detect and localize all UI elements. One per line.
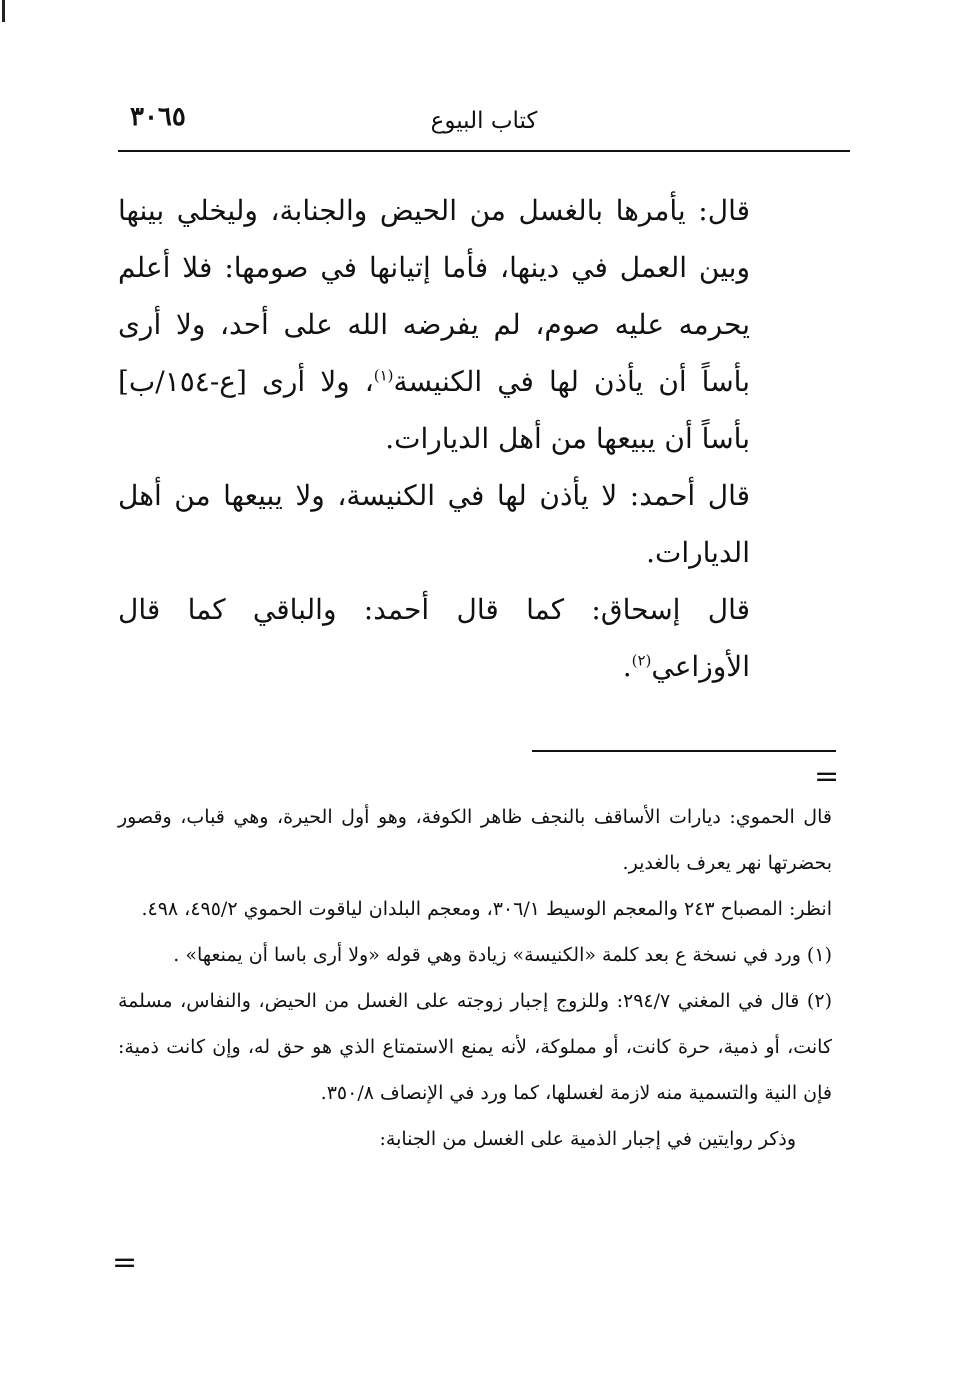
footnote-2: (٢) قال في المغني ٢٩٤/٧: وللزوج إجبار زوجته على الغسل من الحيض، والنفاس، مسلمة كانت، أو ذمية، حرة كانت، أو مملوكة، لأنه يمنع الاستمتاع الذي هو حق له، وإن كانت ذمية: فإن النية والتسمية منه لازمة لغسلها، كما ورد في الإنصاف ٣٥٠/٨. bbox=[118, 990, 832, 1104]
paragraph-1 bbox=[118, 182, 750, 467]
paragraph-1-rest: ، ولا أرى [ع-١٥٤/ب] بأساً أن يبيعها من أهل الديارات. bbox=[118, 365, 750, 455]
page-number: ٣٠٦٥ bbox=[130, 102, 186, 132]
footnote-1: (١) ورد في نسخة ع بعد كلمة «الكنيسة» زيادة وهي قوله «ولا أرى باسا أن يمنعها» . bbox=[173, 944, 832, 966]
running-header bbox=[118, 94, 850, 152]
footnote-2-continuation: وذكر روايتين في إجبار الذمية على الغسل من الجنابة: bbox=[379, 1128, 796, 1150]
footnote-ref-2: (٢) bbox=[631, 651, 652, 670]
continuation-mark-bottom: = bbox=[112, 1245, 138, 1280]
footnote-continuation-2: انظر: المصباح ٢٤٣ والمعجم الوسيط ٣٠٦/١، ومعجم البلدان لياقوت الحموي ٤٩٥/٢، ٤٩٨. bbox=[141, 898, 832, 920]
continuation-mark-top: = bbox=[814, 759, 840, 794]
paragraph-3-end: . bbox=[622, 650, 632, 683]
paragraph-3 bbox=[118, 581, 750, 695]
footnote-ref-1: (١) bbox=[373, 366, 394, 385]
chapter-title: كتاب البيوع bbox=[430, 108, 538, 134]
main-text bbox=[118, 182, 750, 695]
scan-edge-mark bbox=[2, 0, 5, 22]
paragraph-2: قال أحمد: لا يأذن لها في الكنيسة، ولا يبيعها من أهل الديارات. bbox=[118, 479, 750, 569]
paragraph-1-text: قال: يأمرها بالغسل من الحيض والجنابة، وليخلي بينها وبين العمل في دينها، فأما إتيانها في صومها: فلا أعلم يحرمه عليه صوم، لم يفرضه الله على أحد، ولا أرى بأساً أن يأذن لها في الكنيسة bbox=[118, 194, 750, 398]
footnote-continuation-1: قال الحموي: ديارات الأساقف بالنجف ظاهر الكوفة، وهو أول الحيرة، وهي قباب، وقصور بحضرتها نهر يعرف بالغدير. bbox=[118, 806, 832, 874]
footnote-separator bbox=[532, 750, 836, 752]
paragraph-3-text: قال إسحاق: كما قال أحمد: والباقي كما قال الأوزاعي bbox=[118, 593, 750, 683]
footnotes bbox=[118, 794, 832, 1162]
